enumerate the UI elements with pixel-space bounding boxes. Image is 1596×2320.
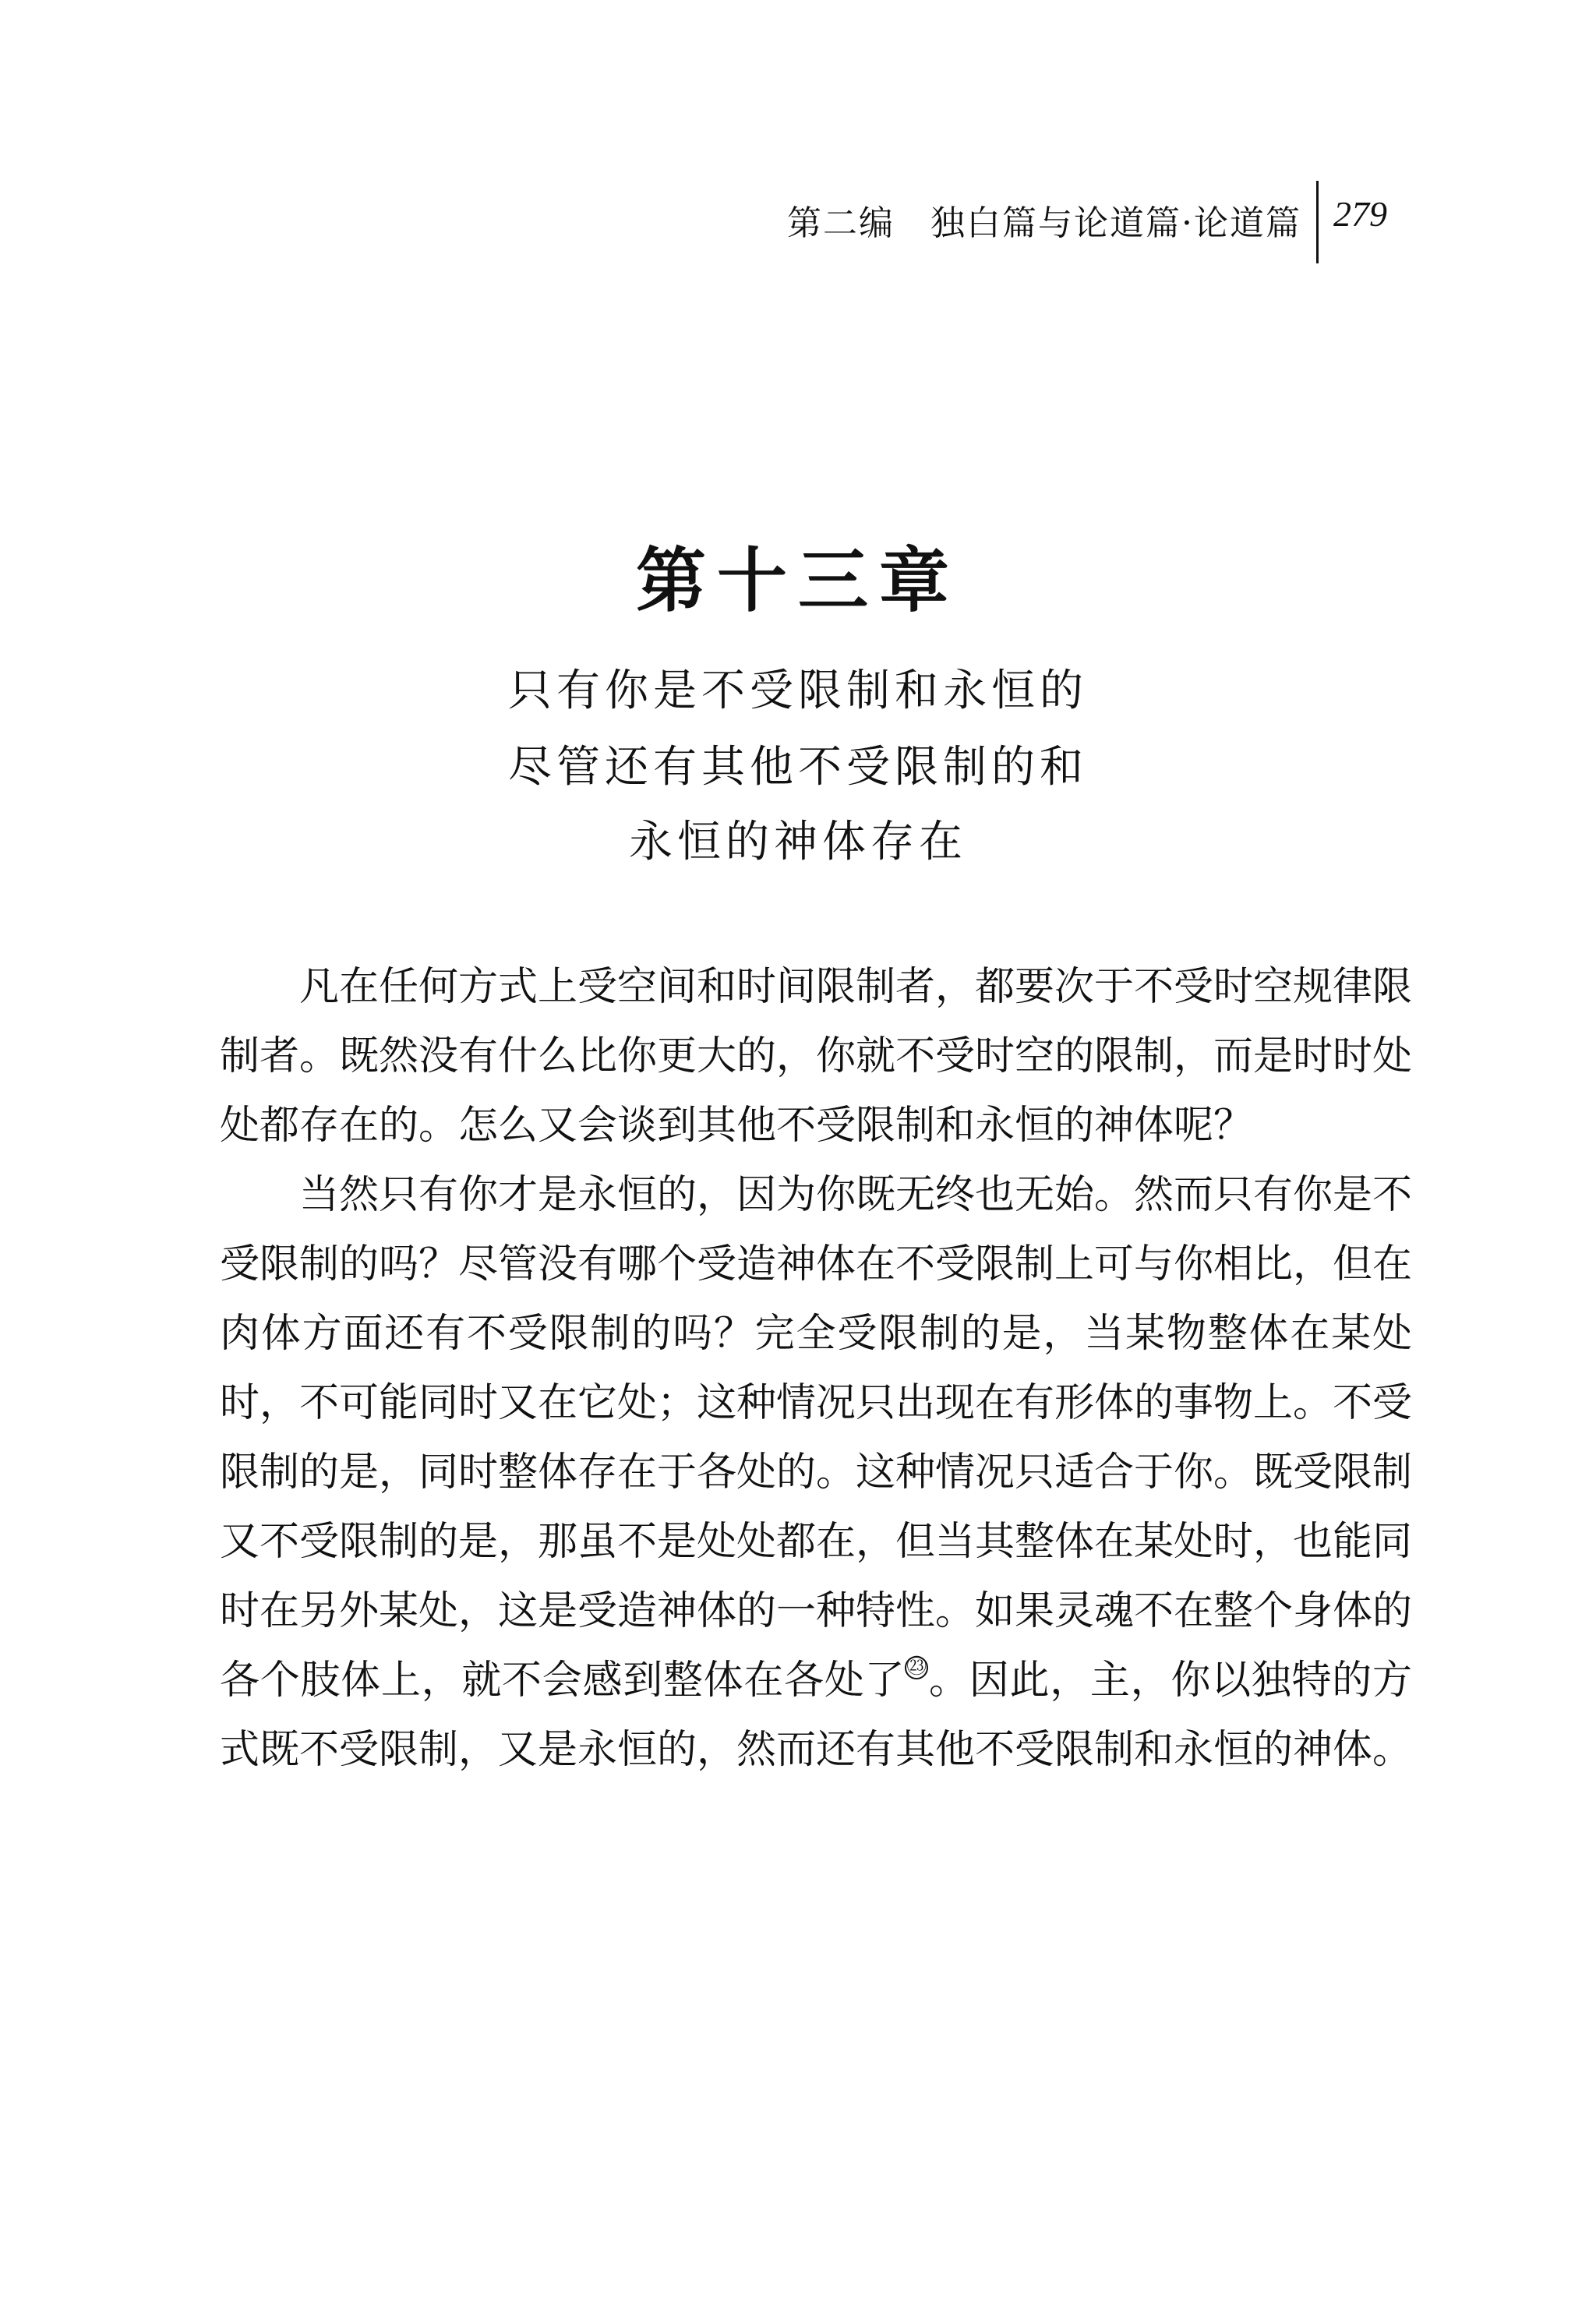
- body-text: [220, 952, 1412, 1785]
- paragraph-2: [220, 1160, 1412, 1785]
- chapter-subtitle-line-1: 只有你是不受限制和永恒的: [508, 666, 1088, 716]
- page-number: 279: [1333, 194, 1387, 234]
- running-section-title: 第二编 独白篇与论道篇·论道篇: [787, 203, 1301, 243]
- footnote-marker[interactable]: ㉓: [906, 1655, 927, 1679]
- paragraph-2-text: 当然只有你才是永恒的，因为你既无终也无始。然而只有你是不受限制的吗？尽管没有哪个受造神体在不受限制上可与你相比，但在肉体方面还有不受限制的吗？完全受限制的是，当某物整体在某处时，不可能同时又在它处；这种情况只出现在有形体的事物上。不受限制的是，同时整体存在于各处的。这种情况只适合于你。既受限制又不受限制的是，那虽不是处处都在，但当其整体在某处时，也能同时在另外某处，这是受造神体的一种特性。如果灵魂不在整个身体的各个肢体上，就不会感到整体在各处了: [220, 1172, 1413, 1704]
- chapter-subtitle-line-2: 尽管还有其他不受限制的和: [508, 742, 1088, 793]
- header-divider: [1316, 181, 1319, 263]
- running-header: [701, 181, 1387, 267]
- paragraph-2-tail: 。因此，主，你以独特的方式既不受限制，又是永恒的，然而还有其他不受限制和永恒的神体。: [220, 1658, 1413, 1773]
- chapter-subtitle-line-3: 永恒的神体存在: [629, 817, 967, 867]
- chapter-title: 第十三章: [636, 539, 960, 622]
- paragraph-1: 凡在任何方式上受空间和时间限制者，都要次于不受时空规律限制者。既然没有什么比你更大的，你就不受时空的限制，而是时时处处都存在的。怎么又会谈到其他不受限制和永恒的神体呢？: [220, 964, 1413, 1149]
